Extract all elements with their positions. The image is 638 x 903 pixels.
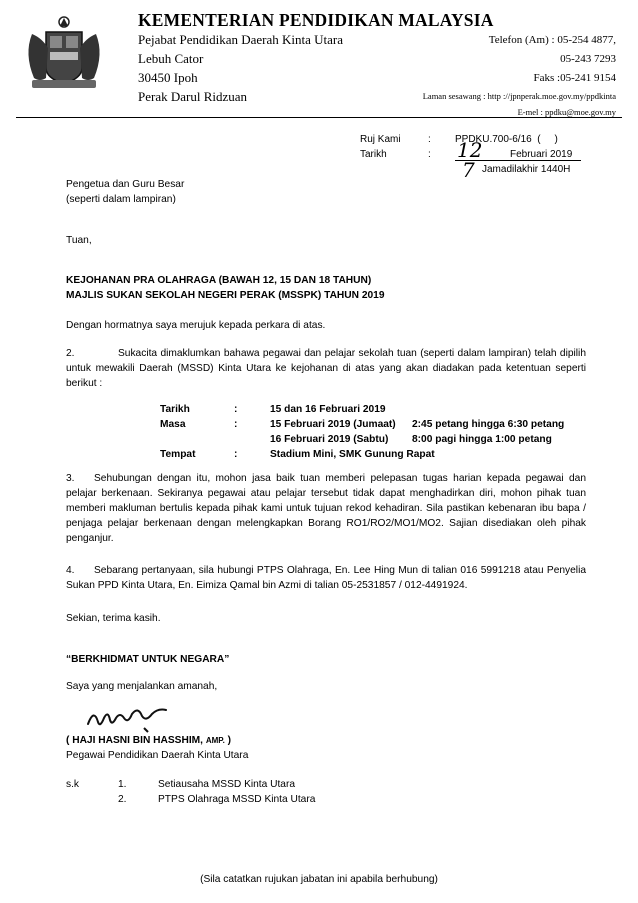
office-name: Pejabat Pendidikan Daerah Kinta Utara (138, 32, 344, 47)
address-line-3: Perak Darul Ridzuan (138, 89, 248, 104)
signatory-name (66, 733, 231, 748)
recipient-line-1: Pengetua dan Guru Besar (66, 179, 185, 190)
tarikh-label: Tarikh (360, 149, 387, 160)
event-details-table (160, 402, 564, 462)
sk-label: s.k (66, 779, 80, 790)
motto: “BERKHIDMAT UNTUK NEGARA” (66, 654, 230, 665)
tarikh-colon: : (428, 149, 431, 160)
masa-label: Masa (160, 419, 186, 430)
handwritten-day: 12 (457, 138, 483, 162)
ruj-label: Ruj Kami (360, 134, 401, 145)
para-4-text: Sebarang pertanyaan, sila hubungi PTPS Olahraga, En. Lee Hing Mun di talian 016 5991218 atau Penyelia Sukan PPD Kinta Utara, En. Eimiza Qamal bin Azmi di talian 05-2531857 / 012-4491924. (66, 565, 586, 591)
subject-line-2: MAJLIS SUKAN SEKOLAH NEGERI PERAK (MSSPK) TAHUN 2019 (66, 290, 385, 301)
footer-note: (Sila catatkan rujukan jabatan ini apabila berhubung) (200, 874, 438, 885)
phone-number-2: 05-243 7293 (560, 53, 616, 65)
recipient-line-2: (seperti dalam lampiran) (66, 194, 176, 205)
masa-day-2: 16 Februari 2019 (Sabtu) (270, 434, 389, 445)
para-2-text: Sukacita dimaklumkan bahawa pegawai dan pelajar sekolah tuan (seperti dalam lampiran) telah dipilih untuk mewakili Daerah (MSSD) Kinta Utara ke kejohanan di atas yang akan diadakan pada ketentuan seperti berikut : (66, 348, 586, 389)
para-3-text: Sehubungan dengan itu, mohon jasa baik tuan memberi pelepasan tugas harian kepada pegawai dan pelajar berkenaan. Sekiranya pegawai atau pelajar tersebut tidak dapat menghadirkan diri, mohon pihak tuan memberi makluman bertulis kepada pihak kami untuk tujuan rekod kehadiran. Sila pastikan kebenaran ibu bapa / penjaga pelajar berkenaan dengan melengkapkan Borang RO1/RO2/MO1/MO2. Sajian disediakan oleh pihak penganjur. (66, 473, 586, 544)
masa-colon: : (234, 419, 238, 430)
masa-time-1: 2:45 petang hingga 6:30 petang (412, 419, 565, 430)
subject-line-1: KEJOHANAN PRA OLAHRAGA (BAWAH 12, 15 DAN 18 TAHUN) (66, 275, 372, 286)
signatory-title: Pegawai Pendidikan Daerah Kinta Utara (66, 750, 249, 761)
tempat-label: Tempat (160, 449, 196, 460)
tarikh-detail-value: 15 dan 16 Februari 2019 (270, 404, 386, 415)
amanah-line: Saya yang menjalankan amanah, (66, 681, 218, 692)
address-line-2: 30450 Ipoh (138, 70, 198, 85)
email-address: E-mel : ppdku@moe.gov.my (517, 107, 616, 117)
signatory-honor: AMP. (205, 736, 225, 745)
fax-number: Faks :05-241 9154 (533, 72, 616, 84)
tempat-value: Stadium Mini, SMK Gunung Rapat (270, 449, 435, 460)
masa-time-2: 8:00 pagi hingga 1:00 petang (412, 434, 552, 445)
header-divider (16, 117, 622, 118)
salutation: Tuan, (66, 235, 92, 246)
signature-image (84, 704, 180, 734)
sk-item-text: PTPS Olahraga MSSD Kinta Utara (158, 794, 316, 805)
ruj-colon: : (428, 134, 431, 145)
hijri-date: Jamadilakhir 1440H (482, 164, 571, 175)
coat-of-arms-logo (18, 14, 110, 96)
website-url: Laman sesawang : http ://jpnperak.moe.gov.my/ppdkinta (422, 91, 616, 101)
sk-item-number: 1. (118, 779, 127, 790)
signatory-name-text: ( HAJI HASNI BIN HASSHIM, (66, 735, 203, 746)
para-4-number: 4. (66, 565, 75, 576)
phone-number: Telefon (Am) : 05-254 4877, (488, 34, 616, 46)
ruj-value: PPDKU.700-6/16 ( ) (455, 134, 558, 145)
tempat-colon: : (234, 449, 238, 460)
handwritten-hijri-day: 7 (462, 158, 475, 182)
masa-day-1: 15 Februari 2019 (Jumaat) (270, 419, 396, 430)
ministry-title: KEMENTERIAN PENDIDIKAN MALAYSIA (138, 10, 494, 30)
para-3-number: 3. (66, 473, 75, 484)
address-line-1: Lebuh Cator (138, 51, 204, 66)
tarikh-detail-colon: : (234, 404, 238, 415)
sk-item-text: Setiausaha MSSD Kinta Utara (158, 779, 296, 790)
sk-item-number: 2. (118, 794, 127, 805)
month-year: Februari 2019 (510, 149, 573, 160)
intro-paragraph: Dengan hormatnya saya merujuk kepada perkara di atas. (66, 320, 326, 331)
signatory-name-end: ) (227, 735, 232, 746)
tarikh-detail-label: Tarikh (160, 404, 190, 415)
para-2-number: 2. (66, 348, 75, 359)
closing: Sekian, terima kasih. (66, 613, 161, 624)
